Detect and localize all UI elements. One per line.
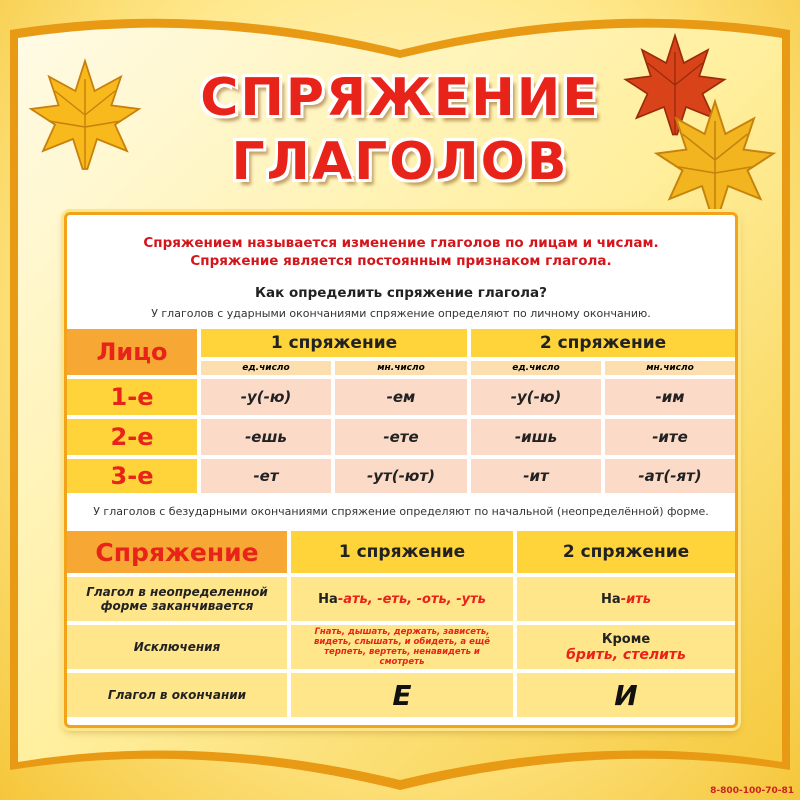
ending-cell: -у(-ю): [201, 379, 331, 415]
ending-cell: -им: [605, 379, 735, 415]
conj2-infinitive: На -ить: [517, 577, 735, 621]
brand-phone: 8-800-100-70-81: [710, 786, 794, 796]
conj2-vowel: И: [517, 673, 735, 717]
definition-line-2: Спряжение является постоянным признаком глагола.: [190, 253, 612, 269]
definition-line-1: Спряжением называется изменение глаголов по лицам и числам.: [143, 235, 659, 251]
ending-cell: -ите: [605, 419, 735, 455]
conj1-exceptions: Гнать, дышать, держать, зависеть, видеть, слышать, и обидеть, а ещё терпеть, вертеть, ненавидеть и смотреть: [291, 625, 513, 669]
sub-header: мн.число: [335, 361, 467, 375]
ending-cell: -ете: [335, 419, 467, 455]
conj1-infinitive: На -ать, -еть, -оть, -уть: [291, 577, 513, 621]
ending-cell: -ешь: [201, 419, 331, 455]
ending-cell: -ем: [335, 379, 467, 415]
ending-cell: -ат(-ят): [605, 459, 735, 493]
row-label: Глагол в неопределенной форме заканчивается: [67, 577, 287, 621]
ending-cell: -ет: [201, 459, 331, 493]
header-conjugation: Спряжение: [67, 531, 287, 573]
ending-cell: -у(-ю): [471, 379, 601, 415]
conj2-exceptions: Кроме брить, стелить: [517, 625, 735, 669]
title-line-1: СПРЯЖЕНИЕ: [200, 68, 600, 128]
ending-cell: -ит: [471, 459, 601, 493]
conj1-vowel: Е: [291, 673, 513, 717]
title-line-2: ГЛАГОЛОВ: [231, 132, 569, 192]
content-panel: [64, 212, 738, 728]
sub-header: мн.число: [605, 361, 735, 375]
row-label: Глагол в окончании: [67, 673, 287, 717]
person-2: 2-е: [67, 419, 197, 455]
ending-cell: -ишь: [471, 419, 601, 455]
header-conj-2: 2 спряжение: [517, 531, 735, 573]
person-1: 1-е: [67, 379, 197, 415]
header-conj-1: 1 спряжение: [201, 329, 467, 357]
person-3: 3-е: [67, 459, 197, 493]
sub-header: ед.число: [201, 361, 331, 375]
row-label: Исключения: [67, 625, 287, 669]
header-person: Лицо: [67, 329, 197, 375]
header-conj-1: 1 спряжение: [291, 531, 513, 573]
header-conj-2: 2 спряжение: [471, 329, 735, 357]
question-heading: Как определить спряжение глагола?: [255, 285, 547, 301]
sub-header: ед.число: [471, 361, 601, 375]
note-stressed: У глаголов с ударными окончаниями спряжение определяют по личному окончанию.: [151, 307, 651, 320]
note-unstressed: У глаголов с безударными окончаниями спряжение определяют по начальной (неопределённой) форме.: [93, 505, 709, 518]
ending-cell: -ут(-ют): [335, 459, 467, 493]
